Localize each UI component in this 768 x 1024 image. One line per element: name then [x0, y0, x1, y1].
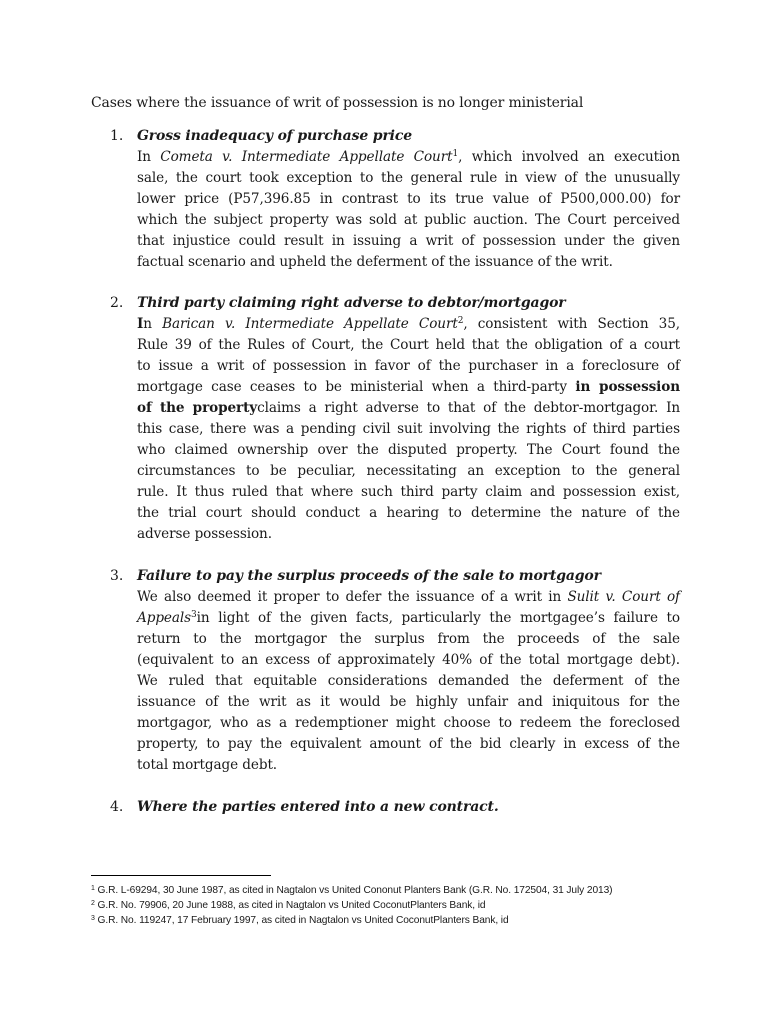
paragraph-line [137, 713, 680, 734]
text-run: circumstances to be peculiar, necessitating an exception to the general [137, 463, 680, 479]
text-run: n [143, 316, 163, 332]
paragraph-line [137, 168, 680, 189]
list-item-number: 2. [110, 295, 124, 311]
emphasis: I [137, 316, 144, 332]
paragraph-line [137, 440, 680, 461]
text-run: sale, the court took exception to the general rule in view of the unusually [137, 170, 680, 186]
case-name: Appeals [137, 610, 191, 626]
text-run: issuance of the writ as it would be highly unfair and iniquitous for the [137, 694, 680, 710]
paragraph-line [137, 147, 680, 168]
list-item-title: Gross inadequacy of purchase price [137, 128, 412, 144]
list-item-title: Where the parties entered into a new contract. [137, 799, 499, 815]
paragraph-line [137, 252, 680, 273]
footnote-separator [91, 875, 271, 876]
footnote-mark: 3 [91, 915, 95, 922]
list-item-body [137, 147, 680, 273]
text-run: mortgage case ceases to be ministerial when a third-party [137, 379, 576, 395]
case-name: Sulit v. Court of [567, 589, 680, 605]
document-heading: Cases where the issuance of writ of possession is no longer ministerial [91, 95, 584, 111]
paragraph-line [137, 314, 680, 335]
list-item-title: Failure to pay the surplus proceeds of the sale to mortgagor [137, 568, 601, 584]
footnote-3 [91, 913, 731, 928]
footnote-text: G.R. No. 119247, 17 February 1997, as cited in Nagtalon vs United CoconutPlanters Bank, id [94, 915, 509, 926]
text-run: property, to pay the equivalent amount of the bid clearly in excess of the [137, 736, 680, 752]
paragraph-line [137, 524, 680, 545]
footnote-reference: 3 [191, 610, 197, 620]
paragraph-line [137, 335, 680, 356]
paragraph-line [137, 398, 680, 419]
paragraph-line [137, 482, 680, 503]
text-run: claims a right adverse to that of the debtor-mortgagor. In [257, 400, 680, 416]
footnote-mark: 1 [91, 885, 95, 892]
emphasis: of the property [137, 400, 258, 416]
paragraph-line [137, 189, 680, 210]
paragraph-line [137, 671, 680, 692]
paragraph-line [137, 755, 680, 776]
list-item-body [137, 587, 680, 776]
paragraph-line [137, 734, 680, 755]
list-item-number: 4. [110, 799, 124, 815]
text-run: to issue a writ of possession in favor of the purchaser in a foreclosure of [137, 358, 680, 374]
list-item-number: 1. [110, 128, 124, 144]
paragraph-line [137, 629, 680, 650]
text-run: in light of the given facts, particularly the mortgagee’s failure to [196, 610, 680, 626]
paragraph-line [137, 650, 680, 671]
footnote-text: G.R. No. 79906, 20 June 1988, as cited in Nagtalon vs United CoconutPlanters Bank, id [94, 900, 486, 911]
footnotes [91, 883, 731, 928]
text-run: which the subject property was sold at public auction. The Court perceived [137, 212, 680, 228]
emphasis: in possession [575, 379, 680, 395]
footnote-2 [91, 898, 731, 913]
text-run: total mortgage debt. [137, 757, 278, 773]
case-name: Barican v. Intermediate Appellate Court [162, 316, 458, 332]
paragraph-line [137, 356, 680, 377]
text-run: mortgagor, who as a redemptioner might choose to redeem the foreclosed [137, 715, 680, 731]
footnote-reference: 2 [457, 316, 464, 326]
text-run: this case, there was a pending civil suit involving the rights of third parties [137, 421, 680, 437]
list-item-title: Third party claiming right adverse to debtor/mortgagor [137, 295, 566, 311]
text-run: Rule 39 of the Rules of Court, the Court held that the obligation of a court [137, 337, 680, 353]
paragraph-line [137, 210, 680, 231]
paragraph-line [137, 461, 680, 482]
paragraph-line [137, 503, 680, 524]
case-name: Cometa v. Intermediate Appellate Court [160, 149, 453, 165]
text-run: the trial court should conduct a hearing to determine the nature of the [137, 505, 680, 521]
text-run: We also deemed it proper to defer the issuance of a writ in [137, 589, 568, 605]
list-item-body [137, 314, 680, 545]
text-run: , consistent with Section 35, [463, 316, 680, 332]
list-item-number: 3. [110, 568, 124, 584]
text-run: (equivalent to an excess of approximately 40% of the total mortgage debt). [137, 652, 680, 668]
text-run: , which involved an execution [458, 149, 680, 165]
paragraph-line [137, 377, 680, 398]
paragraph-line [137, 587, 680, 608]
text-run: We ruled that equitable considerations demanded the deferment of the [137, 673, 680, 689]
text-run: return to the mortgagor the surplus from the proceeds of the sale [137, 631, 680, 647]
paragraph-line [137, 419, 680, 440]
text-run: rule. It thus ruled that where such third party claim and possession exist, [137, 484, 680, 500]
footnote-mark: 2 [91, 900, 95, 907]
text-run: lower price (P57,396.85 in contrast to its true value of P500,000.00) for [137, 191, 680, 207]
text-run: that injustice could result in issuing a writ of possession under the given [137, 233, 680, 249]
paragraph-line [137, 692, 680, 713]
text-run: adverse possession. [137, 526, 272, 542]
text-run: who claimed ownership over the disputed property. The Court found the [137, 442, 680, 458]
footnote-1 [91, 883, 731, 898]
text-run: In [137, 149, 161, 165]
paragraph-line [137, 231, 680, 252]
paragraph-line [137, 608, 680, 629]
footnote-reference: 1 [452, 149, 459, 159]
text-run: factual scenario and upheld the deferment of the issuance of the writ. [137, 254, 613, 270]
footnote-text: G.R. L-69294, 30 June 1987, as cited in Nagtalon vs United Cononut Planters Bank (G.R. No. 172504, 31 July 2013) [94, 885, 613, 896]
